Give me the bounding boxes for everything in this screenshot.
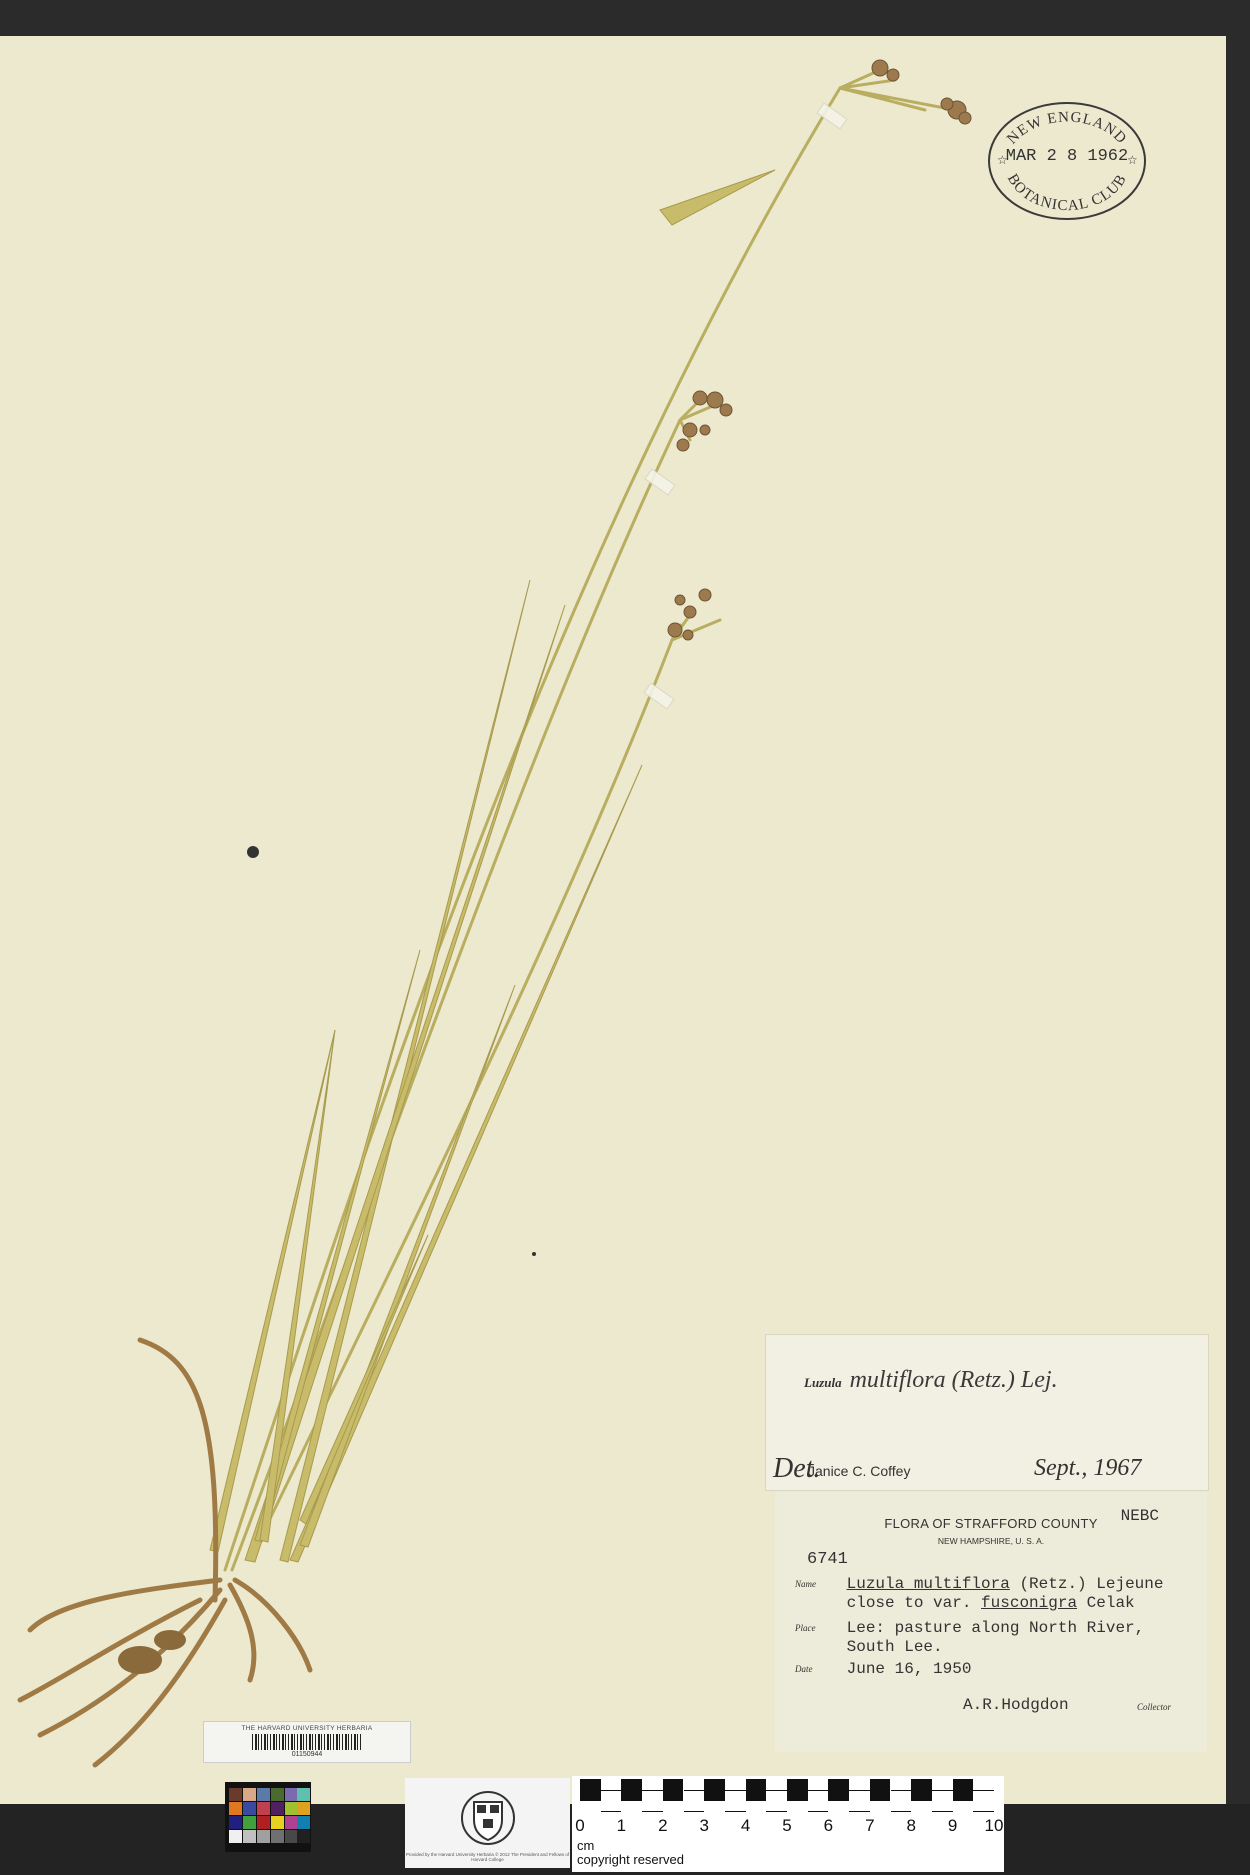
centimeter-ruler — [572, 1776, 1004, 1872]
stamp-top-text: NEW ENGLAND — [1004, 109, 1130, 148]
ruler-number: 6 — [823, 1816, 834, 1835]
collection-number: 6741 — [807, 1550, 848, 1569]
date-caption: Date — [795, 1664, 813, 1674]
place-text — [847, 1619, 1145, 1657]
determiner-name: Janice C. Coffey — [808, 1463, 911, 1479]
ruler-segment — [580, 1779, 601, 1801]
ruler-segment — [808, 1790, 829, 1812]
ruler-number: 8 — [906, 1816, 916, 1835]
ruler-segment — [601, 1790, 622, 1812]
place-row — [795, 1619, 1144, 1657]
variety-prefix: close to var. — [846, 1594, 982, 1612]
determination-name — [804, 1367, 1058, 1394]
species-name: Luzula multiflora — [846, 1575, 1010, 1593]
ruler-segment — [766, 1790, 787, 1812]
variety-author: Celak — [1077, 1594, 1135, 1612]
ruler-number: 1 — [616, 1816, 627, 1835]
star-icon: ☆ — [997, 153, 1008, 167]
ruler-segment — [642, 1790, 663, 1812]
svg-text:NEW ENGLAND — [1004, 109, 1129, 147]
logo-caption: Provided by the Harvard University Herbaria © 2012 The President and Fellows of Harvard College — [405, 1852, 570, 1862]
name-text — [847, 1575, 1164, 1613]
ruler-segment — [973, 1790, 994, 1812]
det-prefix: Det. — [773, 1453, 821, 1484]
ruler-segment — [911, 1779, 932, 1801]
ruler-segment — [663, 1779, 684, 1801]
stamp-date: MAR 2 8 1962 — [1005, 147, 1129, 166]
species-author: (Retz.) Lejeune — [1009, 1575, 1164, 1593]
ruler-number: 7 — [865, 1816, 875, 1835]
place-caption: Place — [795, 1623, 816, 1633]
ruler-number: 4 — [740, 1816, 751, 1835]
ruler-segment — [932, 1790, 953, 1812]
variety-name: fusconigra — [981, 1594, 1078, 1612]
ruler-number: 0 — [575, 1816, 585, 1835]
determination-label — [765, 1334, 1209, 1491]
det-genus: Luzula — [804, 1375, 842, 1390]
ruler-segment — [828, 1779, 849, 1801]
ruler-segment — [953, 1779, 974, 1801]
label-title: FLORA OF STRAFFORD COUNTY — [884, 1516, 1098, 1531]
ruler-segment — [704, 1779, 725, 1801]
barcode-bars — [252, 1734, 362, 1750]
color-calibration-card — [225, 1782, 311, 1852]
place-line-2: South Lee. — [846, 1638, 943, 1656]
barcode-number: 01150944 — [291, 1751, 323, 1758]
collector-caption: Collector — [1137, 1702, 1171, 1712]
harvard-herbaria-logo-panel — [405, 1778, 570, 1868]
determination-date: Sept., 1967 — [1034, 1455, 1142, 1481]
ruler-number: 10 — [984, 1816, 1004, 1835]
ruler-segment — [787, 1779, 808, 1801]
herbarium-code: NEBC — [1120, 1507, 1159, 1525]
harvard-shield-icon — [460, 1786, 516, 1850]
ruler-segment — [725, 1790, 746, 1812]
specimen-barcode — [203, 1721, 411, 1763]
ruler-segment — [621, 1779, 642, 1801]
ruler-segment — [746, 1779, 767, 1801]
ruler-segment — [684, 1790, 705, 1812]
ruler-number: 5 — [782, 1816, 792, 1835]
name-row — [795, 1575, 1163, 1613]
date-row — [795, 1660, 971, 1679]
ruler-number: 3 — [699, 1816, 709, 1835]
label-subtitle: NEW HAMPSHIRE, U. S. A. — [937, 1536, 1045, 1546]
ruler-segment — [870, 1779, 891, 1801]
ruler-unit: cm — [577, 1838, 595, 1853]
star-icon: ☆ — [1127, 153, 1138, 167]
ruler-segment — [849, 1790, 870, 1812]
det-name-handwritten: multiflora (Retz.) Lej. — [849, 1367, 1058, 1393]
ruler-number: 9 — [947, 1816, 958, 1835]
botanical-club-stamp — [985, 98, 1150, 228]
copyright-text: copyright reserved — [577, 1852, 684, 1867]
name-caption: Name — [795, 1579, 816, 1589]
date-text: June 16, 1950 — [846, 1660, 972, 1678]
ruler-segment — [891, 1790, 912, 1812]
stamp-bottom-text: BOTANICAL CLUB — [1003, 171, 1131, 215]
collector-name: A.R.Hodgdon — [963, 1696, 1069, 1714]
barcode-institution: THE HARVARD UNIVERSITY HERBARIA — [241, 1725, 373, 1732]
collection-label — [775, 1492, 1207, 1752]
place-line-1: Lee: pasture along North River, — [846, 1619, 1145, 1637]
ruler-number: 2 — [658, 1816, 668, 1835]
